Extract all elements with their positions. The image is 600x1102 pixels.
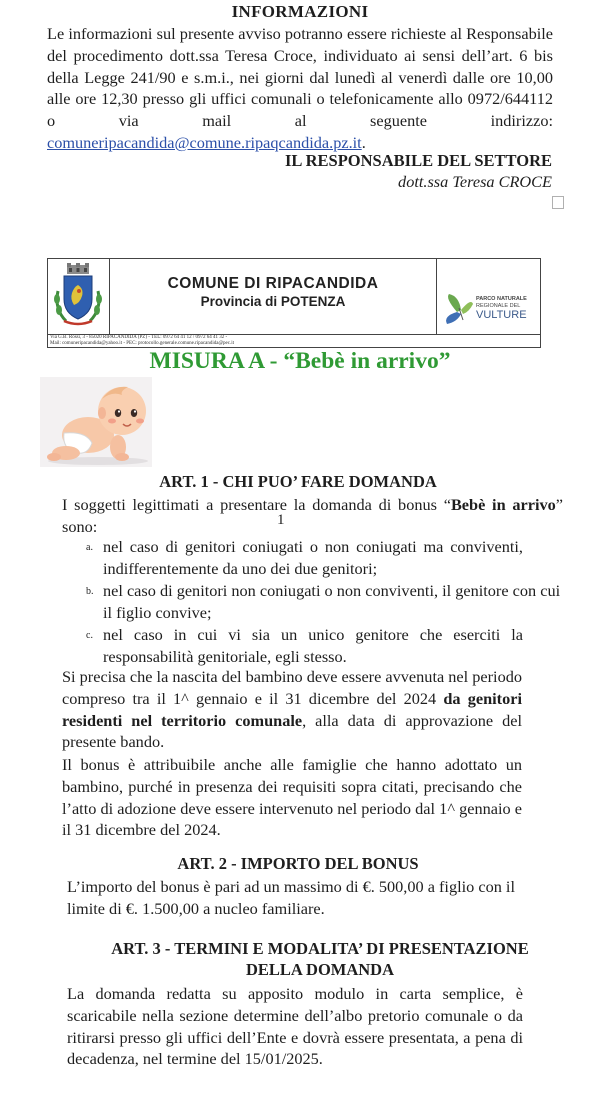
baby-illustration <box>40 377 152 467</box>
art1-intro <box>62 494 563 538</box>
art3-paragraph: La domanda redatta su apposito modulo in carta semplice, è scaricabile nella sezione determine dell’albo pretorio comunale o da ritirarsi presso gli uffici dell’Ente e dovrà essere presentata, a pena di decadenza, nel termine del 15/01/2025. <box>67 984 523 1069</box>
art3-title-line2: DELLA DOMANDA <box>245 960 395 979</box>
art1-title: ART. 1 - CHI PUO’ FARE DOMANDA <box>159 472 437 491</box>
email-link[interactable]: comuneripacandida@comune.ripaqcandida.pz.it <box>47 132 362 152</box>
art1-intro-start: I soggetti legittimati a presentare la domanda di bonus “ <box>62 495 451 514</box>
info-heading: INFORMAZIONI <box>231 2 369 21</box>
info-text-end: . <box>361 132 366 152</box>
art2-title: ART. 2 - IMPORTO DEL BONUS <box>177 854 419 873</box>
parco-line3: VULTURE <box>476 309 527 321</box>
municipal-crest-icon <box>50 263 106 329</box>
art1-p2-end: , alla data di approvazione del presente bando. <box>62 710 522 752</box>
art1-paragraph: Il bonus è attribuibile anche alle famiglie che hanno adottato un bambino, purché in presenza dei requisiti sopra citati, precisando che l’atto di adozione deve essere intervenuto nel periodo dal 1^ gennaio e il 31 dicembre del 2024. <box>62 755 522 840</box>
list-item-text: nel caso in cui vi sia un unico genitore che eserciti la responsabilità genitoriale, egli stesso. <box>103 625 523 666</box>
list-item <box>86 580 563 624</box>
art1-paragraph <box>62 666 522 753</box>
info-paragraph <box>47 23 553 154</box>
list-marker: a. <box>86 542 93 553</box>
responsabile-name: dott.ssa Teresa CROCE <box>398 172 552 191</box>
art1-intro-bold: Bebè in arrivo <box>450 495 556 514</box>
misura-title: MISURA A - “Bebè in arrivo” <box>149 348 451 374</box>
checkbox-placeholder <box>552 196 564 209</box>
list-marker: c. <box>86 630 93 641</box>
comune-name: COMUNE DI RIPACANDIDA <box>167 275 379 292</box>
info-text: Le informazioni sul presente avviso potranno essere richieste al Responsabile del procedimento dott.ssa Teresa Croce, individuato ai sensi dell’art. 6 bis della Legge 241/90 e s.m.i., nei giorni dal lunedì al venerdì dalle ore 10,00 alle ore 12,30 presso gli uffici comunali o telefonicamente allo 0972/644112 o via mail al seguente indirizzo: <box>47 24 553 131</box>
page-number: 1 <box>277 512 285 528</box>
letterhead-divider <box>436 258 437 334</box>
parco-vulture-logo <box>443 290 535 330</box>
list-item-text: nel caso di genitori coniugati o non coniugati ma conviventi, indifferentemente da uno dei due genitori; <box>103 537 523 578</box>
list-item <box>86 624 523 668</box>
list-marker: b. <box>86 586 94 597</box>
address-line: Via G.B. Rossi, 3 - 85020 RIPACANDIDA (PZ) - TEL: 0972 64 41 12 / 0972 64 41 32 - <box>50 335 228 340</box>
art1-intro-end: ” sono: <box>62 495 564 536</box>
parco-line2: REGIONALE DEL <box>476 303 521 309</box>
parco-line1: PARCO NATURALE <box>476 296 527 302</box>
responsabile-title: IL RESPONSABILE DEL SETTORE <box>284 151 552 170</box>
list-item <box>86 536 523 580</box>
provincia-name: Provincia di POTENZA <box>200 294 346 309</box>
art1-p2-start: Si precisa che la nascita del bambino deve essere avvenuta nel periodo compreso tra il 1^ gennaio e il 31 dicembre del 2024 <box>62 667 522 708</box>
butterfly-logo-icon <box>446 294 473 324</box>
list-item-text: nel caso di genitori non coniugati o non conviventi, il genitore con cui il figlio convive; <box>103 581 561 622</box>
contact-line: Mail: comuneripacandida@yahoo.it - PEC: protocollo.generale.comune.ripacandida@pec.it <box>50 341 235 346</box>
art1-p2-bold: da genitori residenti nel territorio comunale <box>62 688 522 730</box>
art2-paragraph: L’importo del bonus è pari ad un massimo di €. 500,00 a figlio con il limite di €. 1.500,00 a nucleo familiare. <box>67 877 515 918</box>
art3-title: ART. 3 - TERMINI E MODALITA’ DI PRESENTAZIONE <box>111 939 529 958</box>
